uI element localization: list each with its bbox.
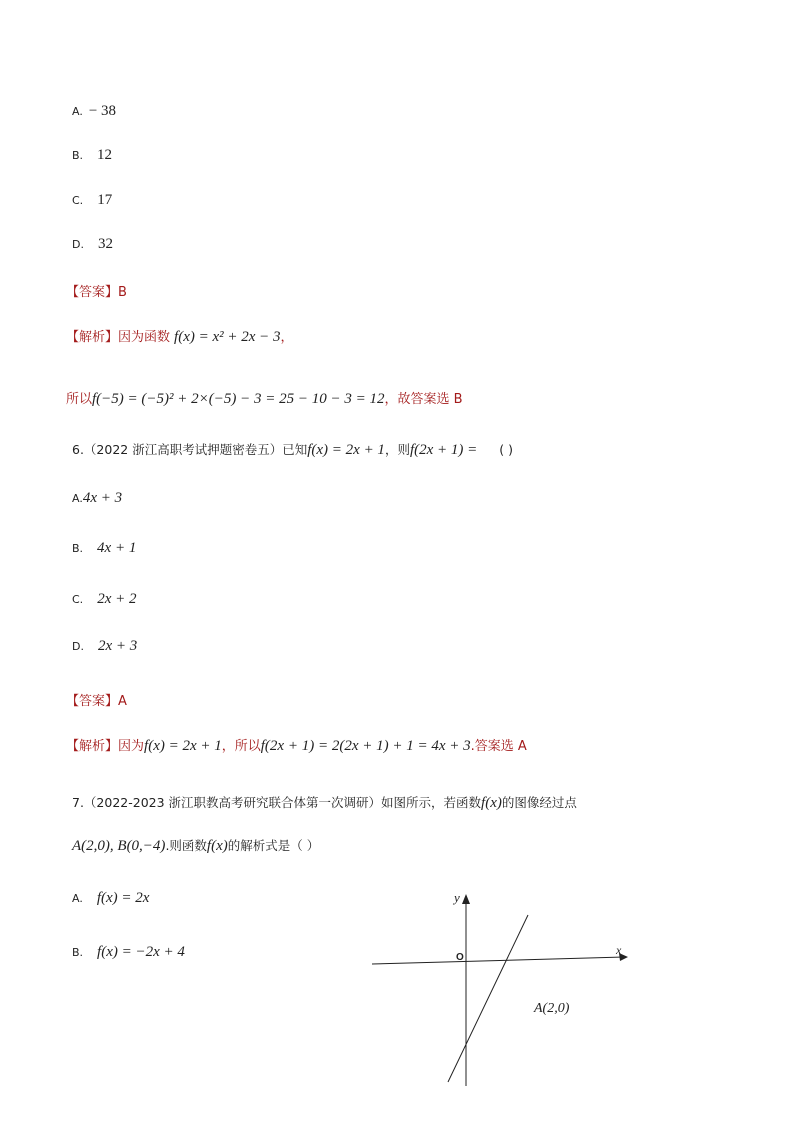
q7-option-b: B. f(x) = −2x + 4 — [72, 944, 185, 960]
function-line — [448, 915, 528, 1082]
q6-option-d: D. 2x + 3 — [72, 638, 138, 654]
q7-stem-line2: A(2,0), B(0,−4).则函数f(x)的解析式是（ ） — [72, 838, 320, 854]
q5-answer: 【答案】B — [66, 285, 127, 300]
q7-stem-line1: 7.（2022-2023 浙江职教高考研究联合体第一次调研）如图所示，若函数f(x)的图像经过点 — [72, 795, 577, 811]
origin-label: O — [456, 952, 464, 963]
q6-analysis: 【解析】因为f(x) = 2x + 1，所以f(2x + 1) = 2(2x + 1) + 1 = 4x + 3.答案选 A — [66, 738, 527, 754]
prev-option-a: A. − 38 — [72, 103, 117, 119]
q6-option-b: B. 4x + 1 — [72, 540, 137, 556]
q7-option-a: A. f(x) = 2x — [72, 890, 150, 906]
y-axis-label: y — [454, 890, 460, 905]
point-a-label: A(2,0) — [534, 1001, 570, 1016]
q5-analysis-line1: 【解析】因为函数 f(x) = x² + 2x − 3， — [66, 329, 294, 345]
x-axis — [372, 957, 624, 964]
prev-option-c: C. 17 — [72, 192, 113, 208]
x-axis-label: x — [616, 943, 622, 957]
y-axis-arrow-icon — [462, 894, 470, 904]
q6-option-c: C. 2x + 2 — [72, 591, 137, 607]
q6-stem: 6.（2022 浙江高职考试押题密卷五）已知f(x) = 2x + 1，则f(2x + 1) = ( ) — [72, 442, 513, 458]
q7-function-graph — [370, 884, 632, 1090]
q6-option-a: A.4x + 3 — [72, 490, 123, 506]
q5-analysis-line2: 所以f(−5) = (−5)² + 2×(−5) − 3 = 25 − 10 − 3 = 12，故答案选 B — [66, 391, 463, 407]
q6-answer: 【答案】A — [66, 694, 127, 709]
prev-option-b: B. 12 — [72, 147, 113, 163]
prev-option-d: D. 32 — [72, 236, 113, 252]
